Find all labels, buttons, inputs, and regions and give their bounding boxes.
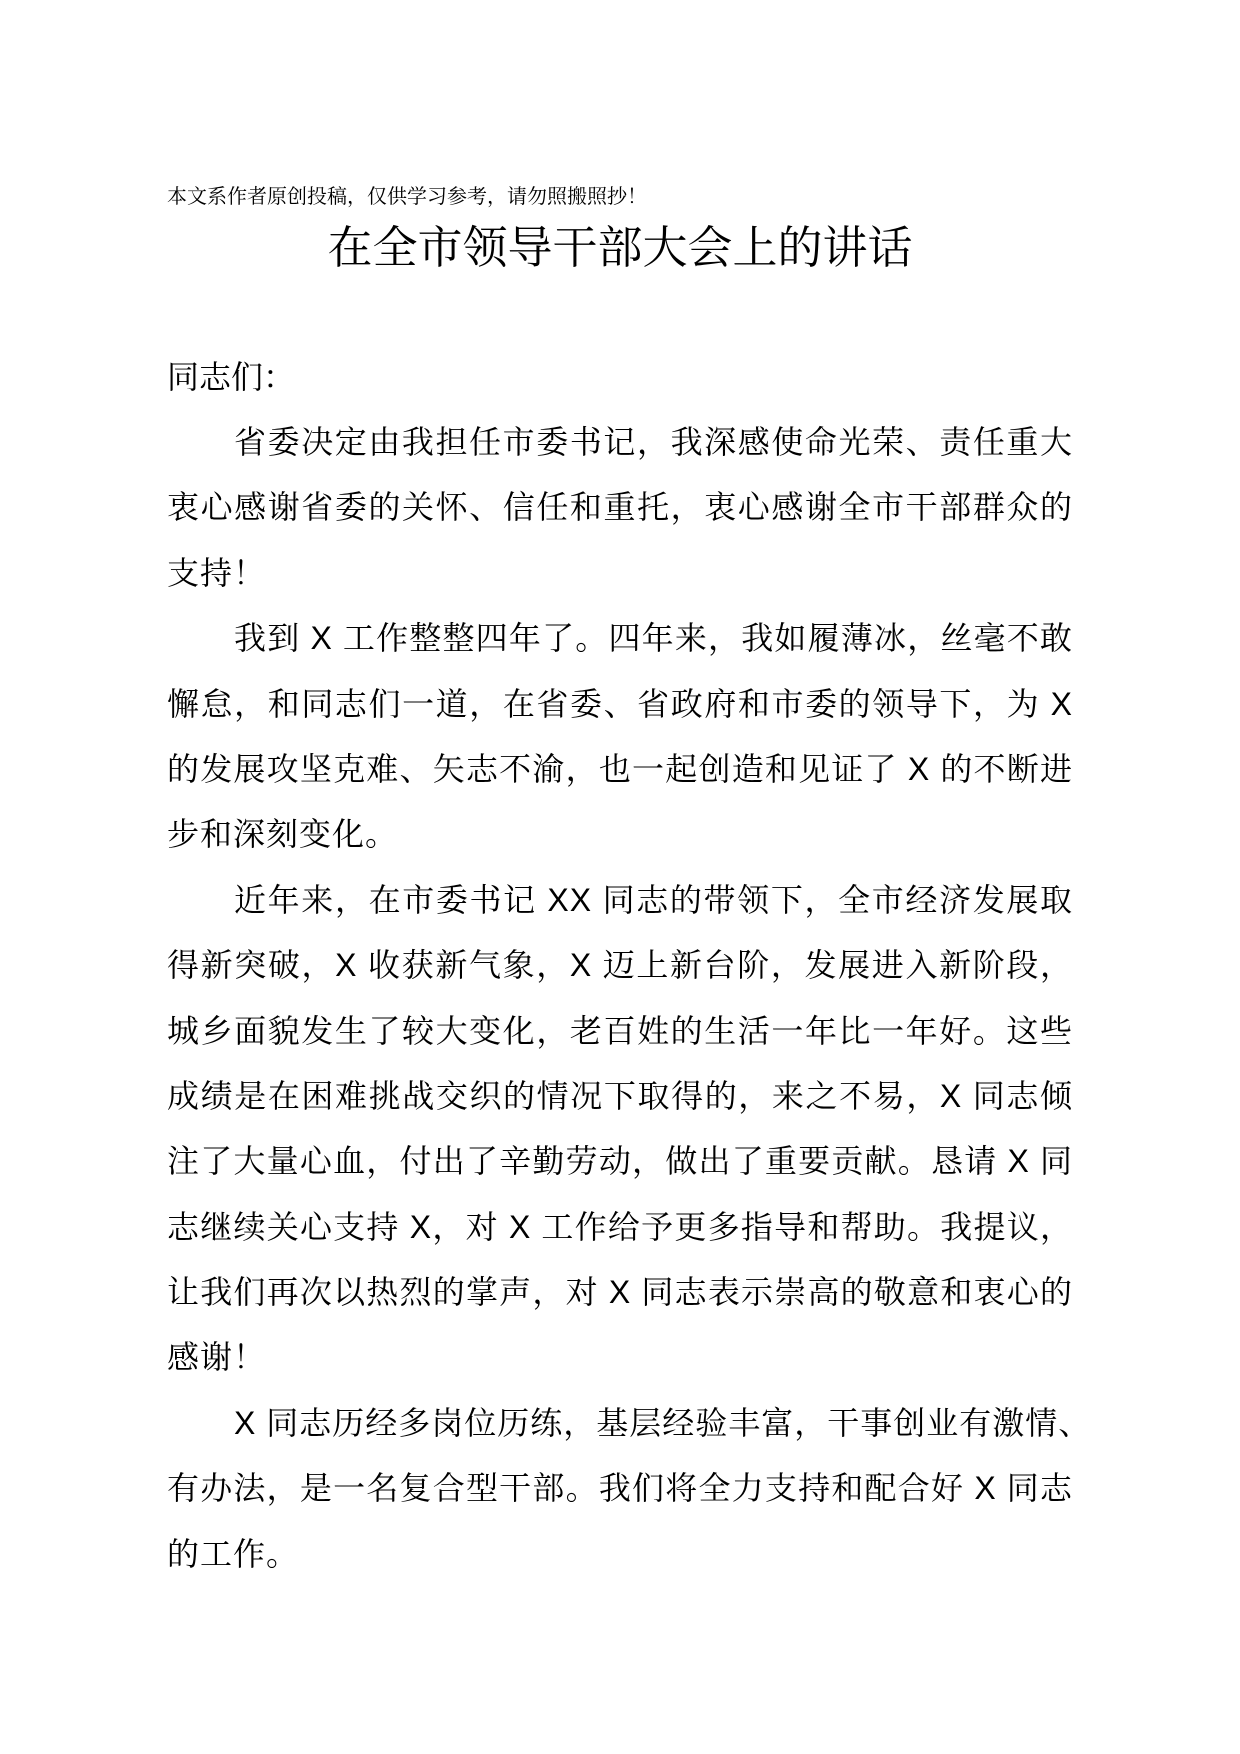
paragraph-line: 有办法，是一名复合型干部。我们将全力支持和配合好 X 同志 <box>167 1470 1073 1507</box>
paragraph-line: 近年来，在市委书记 XX 同志的带领下，全市经济发展取 <box>234 881 1073 918</box>
greeting: 同志们： <box>167 359 296 395</box>
paragraph-line: 志继续关心支持 X，对 X 工作给予更多指导和帮助。我提议， <box>167 1208 1073 1245</box>
document-body <box>167 420 1092 1597</box>
paragraph-line: 的工作。 <box>167 1535 300 1572</box>
paragraph-line: 感谢！ <box>167 1339 267 1376</box>
paragraph-line: 得新突破，X 收获新气象，X 迈上新台阶，发展进入新阶段， <box>167 947 1073 984</box>
paragraph-line: 我到 X 工作整整四年了。四年来，我如履薄冰，丝毫不敢 <box>234 620 1073 657</box>
paragraph-line: X 同志历经多岗位历练，基层经验丰富，干事创业有激情、 <box>234 1404 1092 1441</box>
paragraph-line: 懈怠，和同志们一道，在省委、省政府和市委的领导下，为 X <box>167 685 1073 722</box>
paragraph-line: 省委决定由我担任市委书记，我深感使命光荣、责任重大 <box>234 424 1073 460</box>
paragraph-line: 衷心感谢省委的关怀、信任和重托，衷心感谢全市干部群众的 <box>167 489 1073 526</box>
paragraph-line: 注了大量心血，付出了辛勤劳动，做出了重要贡献。恳请 X 同 <box>167 1143 1073 1180</box>
paragraph-line: 步和深刻变化。 <box>167 816 399 853</box>
copyright-note: 本文系作者原创投稿，仅供学习参考，请勿照搬照抄！ <box>167 186 647 208</box>
paragraph-line: 支持！ <box>167 554 267 591</box>
paragraph-line: 城乡面貌发生了较大变化，老百姓的生活一年比一年好。这些 <box>167 1012 1073 1049</box>
paragraph-line: 让我们再次以热烈的掌声，对 X 同志表示崇高的敬意和衷心的 <box>167 1274 1073 1311</box>
paragraph-line: 的发展攻坚克难、矢志不渝，也一起创造和见证了 X 的不断进 <box>167 750 1073 787</box>
document-title: 在全市领导干部大会上的讲话 <box>327 222 913 273</box>
paragraph-line: 成绩是在困难挑战交织的情况下取得的，来之不易，X 同志倾 <box>167 1077 1073 1114</box>
